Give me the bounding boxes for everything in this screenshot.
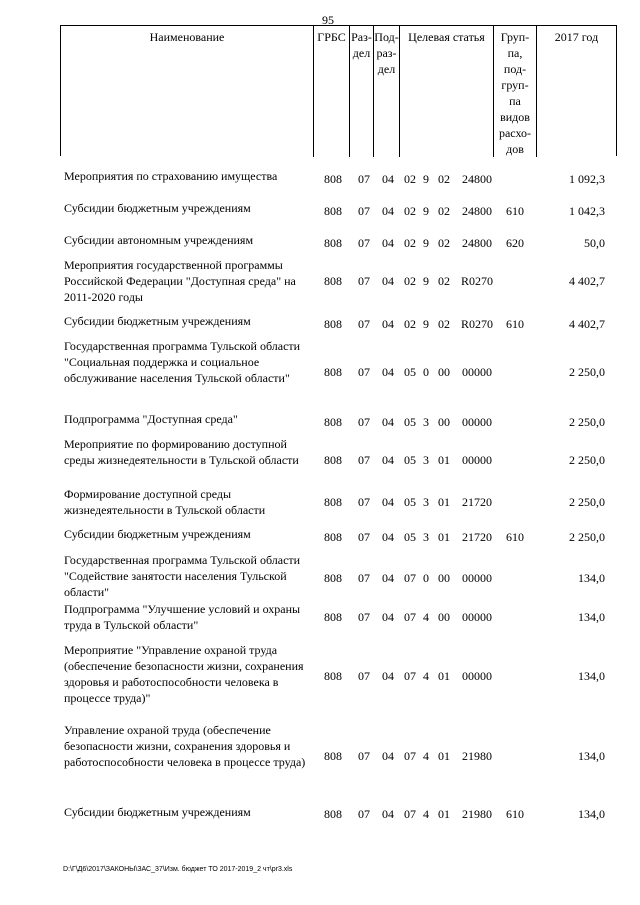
row-c2: 9: [423, 204, 429, 218]
row-amount: 134,0: [578, 571, 605, 585]
row-c3: 01: [438, 530, 450, 544]
row-name: Государственная программа Тульской области "Содействие занятости населения Тульской области": [64, 553, 301, 599]
header-razdel: Раз- дел: [349, 26, 373, 157]
row-c4: 21720: [462, 495, 492, 509]
row-pr: 04: [382, 274, 394, 288]
row-vr: 610: [506, 530, 524, 544]
row-pr: 04: [382, 236, 394, 250]
row-vr: 610: [506, 317, 524, 331]
row-rz: 07: [358, 571, 370, 585]
row-c3: 00: [438, 365, 450, 379]
header-name: Наименование: [149, 30, 225, 44]
row-c1: 05: [404, 495, 416, 509]
row-grbs: 808: [324, 204, 342, 218]
row-amount: 134,0: [578, 807, 605, 821]
row-amount: 134,0: [578, 749, 605, 763]
row-rz: 07: [358, 749, 370, 763]
row-c1: 02: [404, 204, 416, 218]
row-c4: 00000: [462, 415, 492, 429]
row-grbs: 808: [324, 172, 342, 186]
header-year: 2017 год: [536, 26, 616, 157]
row-name: Подпрограмма "Доступная среда": [64, 412, 238, 426]
row-amount: 2 250,0: [569, 415, 605, 429]
row-rz: 07: [358, 807, 370, 821]
row-amount: 2 250,0: [569, 530, 605, 544]
row-c2: 4: [423, 610, 429, 624]
row-amount: 134,0: [578, 610, 605, 624]
row-pr: 04: [382, 749, 394, 763]
row-rz: 07: [358, 317, 370, 331]
row-c4: 21980: [462, 807, 492, 821]
row-c1: 05: [404, 415, 416, 429]
row-pr: 04: [382, 807, 394, 821]
row-pr: 04: [382, 317, 394, 331]
row-c1: 07: [404, 610, 416, 624]
row-grbs: 808: [324, 571, 342, 585]
header-target: Целевая статья: [399, 26, 493, 157]
row-pr: 04: [382, 610, 394, 624]
row-name: Субсидии бюджетным учреждениям: [64, 314, 251, 328]
row-c3: 02: [438, 317, 450, 331]
row-vr: 620: [506, 236, 524, 250]
row-pr: 04: [382, 204, 394, 218]
row-rz: 07: [358, 204, 370, 218]
row-c2: 3: [423, 530, 429, 544]
row-name: Мероприятие "Управление охраной труда (обеспечение безопасности жизни, сохранения здоровья и работоспособности человека в процессе труда)": [64, 643, 304, 705]
row-amount: 2 250,0: [569, 365, 605, 379]
row-c1: 05: [404, 530, 416, 544]
row-rz: 07: [358, 365, 370, 379]
row-amount: 4 402,7: [569, 317, 605, 331]
row-name: Управление охраной труда (обеспечение безопасности жизни, сохранения здоровья и работоспособности человека в процессе труда): [64, 723, 306, 769]
row-amount: 2 250,0: [569, 453, 605, 467]
row-c1: 02: [404, 317, 416, 331]
row-rz: 07: [358, 415, 370, 429]
row-c1: 07: [404, 807, 416, 821]
row-grbs: 808: [324, 669, 342, 683]
row-pr: 04: [382, 669, 394, 683]
row-c2: 9: [423, 172, 429, 186]
row-c2: 4: [423, 749, 429, 763]
row-rz: 07: [358, 669, 370, 683]
row-amount: 4 402,7: [569, 274, 605, 288]
row-c4: 21980: [462, 749, 492, 763]
row-c4: 24800: [462, 236, 492, 250]
row-c3: 01: [438, 453, 450, 467]
row-c2: 3: [423, 453, 429, 467]
row-c1: 07: [404, 669, 416, 683]
row-c1: 05: [404, 365, 416, 379]
row-amount: 2 250,0: [569, 495, 605, 509]
row-c4: 00000: [462, 610, 492, 624]
row-c4: 00000: [462, 669, 492, 683]
row-amount: 1 042,3: [569, 204, 605, 218]
row-name: Формирование доступной среды жизнедеятельности в Тульской области: [64, 487, 266, 517]
row-name: Государственная программа Тульской области "Социальная поддержка и социальное обслуживание населения Тульской области": [64, 339, 301, 385]
row-rz: 07: [358, 274, 370, 288]
row-name: Мероприятия по страхованию имущества: [64, 169, 278, 183]
row-c2: 0: [423, 571, 429, 585]
row-vr: 610: [506, 807, 524, 821]
header-podrazdel: Под- раз- дел: [373, 26, 399, 157]
row-rz: 07: [358, 236, 370, 250]
header-group: Груп- па, под- груп- па видов расхо- дов: [493, 26, 536, 157]
row-c1: 02: [404, 172, 416, 186]
row-pr: 04: [382, 495, 394, 509]
row-c1: 02: [404, 236, 416, 250]
row-c2: 3: [423, 495, 429, 509]
row-c1: 02: [404, 274, 416, 288]
row-grbs: 808: [324, 749, 342, 763]
row-c3: 01: [438, 807, 450, 821]
row-c3: 01: [438, 495, 450, 509]
row-c2: 9: [423, 274, 429, 288]
row-c2: 9: [423, 317, 429, 331]
row-amount: 1 092,3: [569, 172, 605, 186]
row-pr: 04: [382, 172, 394, 186]
row-name: Субсидии бюджетным учреждениям: [64, 805, 251, 819]
row-c3: 01: [438, 669, 450, 683]
row-grbs: 808: [324, 317, 342, 331]
row-c2: 3: [423, 415, 429, 429]
row-grbs: 808: [324, 495, 342, 509]
row-name: Мероприятие по формированию доступной среды жизнедеятельности в Тульской области: [64, 437, 299, 467]
row-pr: 04: [382, 415, 394, 429]
row-amount: 134,0: [578, 669, 605, 683]
table-header: [60, 25, 617, 156]
row-vr: 610: [506, 204, 524, 218]
row-c2: 0: [423, 365, 429, 379]
row-grbs: 808: [324, 453, 342, 467]
row-name: Мероприятия государственной программы Российской Федерации "Доступная среда" на 2011-2020 годы: [64, 258, 296, 304]
row-grbs: 808: [324, 610, 342, 624]
row-grbs: 808: [324, 236, 342, 250]
row-name: Субсидии бюджетным учреждениям: [64, 201, 251, 215]
row-rz: 07: [358, 610, 370, 624]
row-c4: R0270: [460, 317, 493, 331]
row-rz: 07: [358, 453, 370, 467]
row-rz: 07: [358, 172, 370, 186]
row-grbs: 808: [324, 807, 342, 821]
header-grbs: ГРБС: [313, 26, 349, 157]
row-c3: 02: [438, 204, 450, 218]
row-c4: 00000: [462, 571, 492, 585]
footer-file-path: D:\Г\Д6\2017\ЗАКОНЫ\ЗАС_37\Изм. бюджет ТО 2017-2019_2 чт\pr3.xls: [63, 866, 293, 873]
row-c1: 07: [404, 571, 416, 585]
row-grbs: 808: [324, 274, 342, 288]
row-name: Субсидии автономным учреждениям: [64, 233, 254, 247]
row-amount: 50,0: [584, 236, 605, 250]
row-rz: 07: [358, 530, 370, 544]
page-number: 95: [322, 13, 334, 27]
row-grbs: 808: [324, 530, 342, 544]
row-c3: 02: [438, 274, 450, 288]
row-c3: 02: [438, 172, 450, 186]
row-pr: 04: [382, 453, 394, 467]
row-grbs: 808: [324, 415, 342, 429]
row-c2: 4: [423, 669, 429, 683]
row-c4: 21720: [462, 530, 492, 544]
row-c3: 00: [438, 415, 450, 429]
row-c4: 24800: [462, 204, 492, 218]
row-pr: 04: [382, 571, 394, 585]
row-rz: 07: [358, 495, 370, 509]
row-name: Субсидии бюджетным учреждениям: [64, 527, 251, 541]
row-c2: 9: [423, 236, 429, 250]
row-grbs: 808: [324, 365, 342, 379]
row-c4: 24800: [462, 172, 492, 186]
row-c4: 00000: [462, 365, 492, 379]
row-c3: 00: [438, 571, 450, 585]
row-name: Подпрограмма "Улучшение условий и охраны труда в Тульской области": [64, 602, 301, 632]
row-c4: 00000: [462, 453, 492, 467]
row-c3: 02: [438, 236, 450, 250]
row-c2: 4: [423, 807, 429, 821]
row-c4: R0270: [460, 274, 493, 288]
row-c1: 05: [404, 453, 416, 467]
row-pr: 04: [382, 530, 394, 544]
row-c3: 01: [438, 749, 450, 763]
row-pr: 04: [382, 365, 394, 379]
row-c3: 00: [438, 610, 450, 624]
row-c1: 07: [404, 749, 416, 763]
